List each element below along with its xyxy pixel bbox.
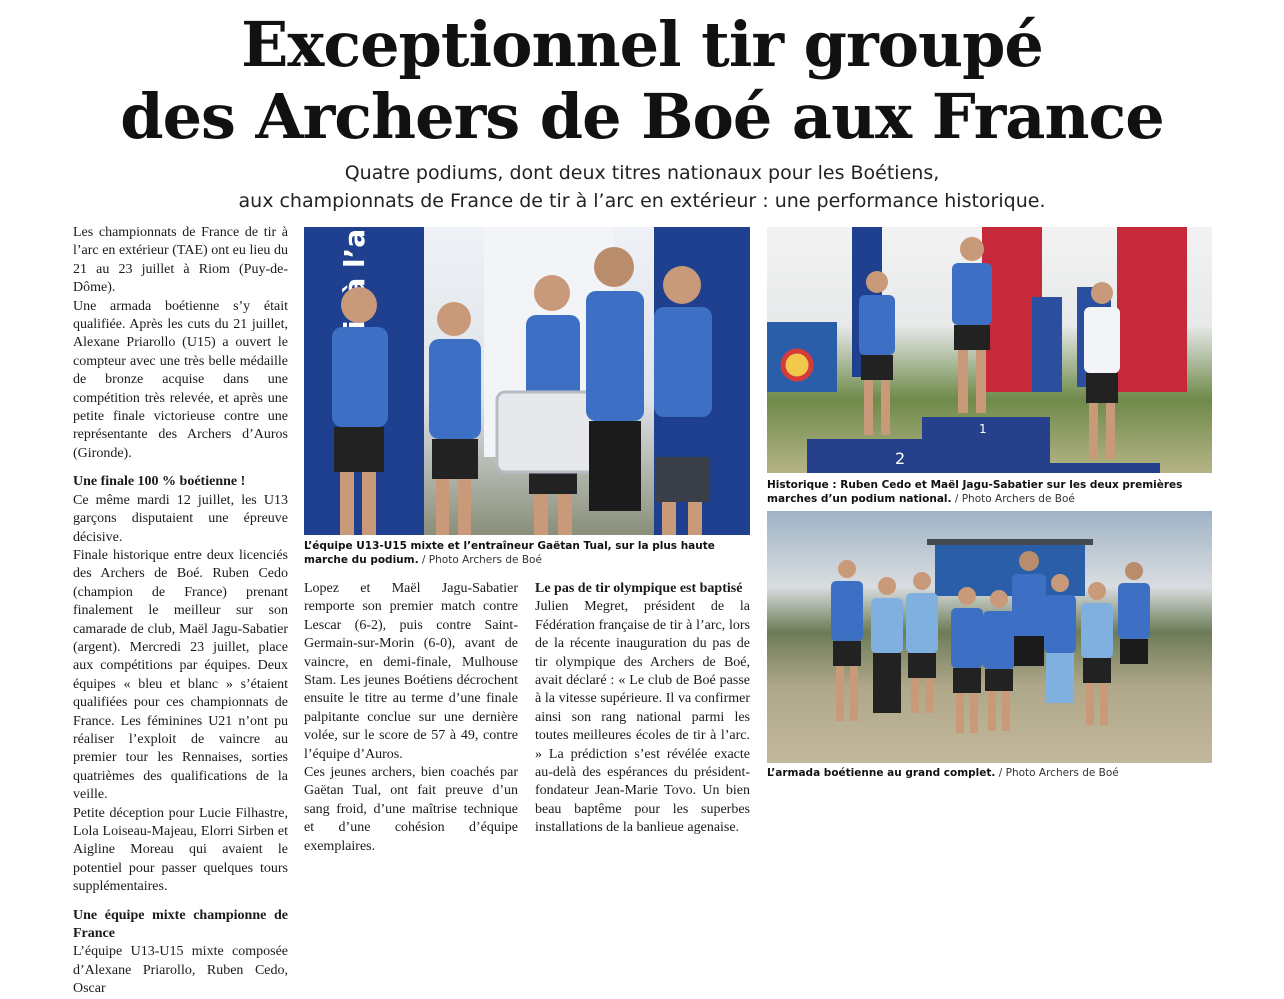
article-column-3 <box>535 580 750 838</box>
paragraph: L’équipe U13-U15 mixte composée d’Alexane Priarollo, Ruben Cedo, Oscar <box>73 944 288 997</box>
archer-figure <box>1118 562 1150 664</box>
photo-team-podium <box>304 227 750 535</box>
paragraph: Finale historique entre deux licenciés des Archers de Boé. Ruben Cedo (champion de France) prenant finalement le meilleur sur son camarade de club, Maël Jagu-Sabatier (argent). Mercredi 23 juillet, place aux compétitions par équipes. Deux équipes « bleu et blanc » s’étaient qualifiées pour ces championnats de France. Les féminines U21 n’ont pu réaliser l’exploit de vaincre au premier tour les Rennaises, sorties quatrièmes des qualifications de la veille. <box>73 547 288 803</box>
caption-photo-1 <box>304 539 750 567</box>
caption-credit: / Photo Archers de Boé <box>954 493 1075 505</box>
archer-figure <box>1081 582 1113 725</box>
caption-photo-2 <box>767 478 1212 506</box>
caption-text: Historique : Ruben Cedo et Maël Jagu-Sabatier sur les deux premières marches d’un podium national. <box>767 479 1183 505</box>
subheading: Une finale 100 % boétienne ! <box>73 474 246 490</box>
caption-text: L’équipe U13-U15 mixte et l’entraîneur Gaëtan Tual, sur la plus haute marche du podium. <box>304 540 715 566</box>
banner-flag <box>1117 227 1187 392</box>
paragraph: Ces jeunes archers, bien coachés par Gaëtan Tual, ont fait preuve d’un sang froid, d’une maîtrise technique et d’une cohésion d’équipe exemplaires. <box>304 765 518 854</box>
paragraph: Les championnats de France de tir à l’arc en extérieur (TAE) ont eu lieu du 21 au 23 juillet à Riom (Puy-de-Dôme). <box>73 225 288 296</box>
subheading: Le pas de tir olympique est baptisé <box>535 581 743 596</box>
article-column-2 <box>304 580 518 856</box>
caption-credit: / Photo Archers de Boé <box>998 767 1119 779</box>
caption-credit: / Photo Archers de Boé <box>421 554 542 566</box>
archer-figure <box>859 271 895 435</box>
headline-line-2: des Archers de Boé aux France <box>120 80 1164 153</box>
podium-number: 2 <box>895 449 906 468</box>
archer-figure <box>871 577 903 713</box>
archer-figure <box>952 237 992 413</box>
podium-number: 1 <box>979 422 987 436</box>
archer-figure <box>1084 282 1120 459</box>
headline-line-1: Exceptionnel tir groupé <box>241 8 1043 81</box>
paragraph: Petite déception pour Lucie Filhastre, Lola Loiseau-Majeau, Elorri Sirben et Aigline Moreau qui avaient le potentiel pour passer quelques tours supplémentaires. <box>73 805 288 895</box>
archer-figure <box>951 587 983 733</box>
article-column-1 <box>73 224 288 999</box>
banner-flag <box>1032 297 1062 392</box>
photo-individual-podium <box>767 227 1212 473</box>
paragraph: Julien Megret, président de la Fédération française de tir à l’arc, lors de la récente inauguration du pas de tir olympique des Archers de Boé, avait déclaré : « Le club de Boé passe à la vitesse supérieure. Il va confirmer ainsi son rang national parmi les toutes meilleures écoles de tir à l’arc. » La prédiction s’est révélée exacte au-delà des espérances du président-fondateur Jean-Marie Tovo. Un bien beau baptême pour les superbes installations de la banlieue agenaise. <box>535 599 750 836</box>
archer-figure <box>429 302 481 535</box>
subheading: Une équipe mixte championne de France <box>73 907 288 942</box>
archer-figure <box>831 560 863 721</box>
photo-club-group <box>767 511 1212 763</box>
paragraph: Ce même mardi 12 juillet, les U13 garçons disputaient une épreuve décisive. <box>73 492 288 545</box>
caption-text: L’armada boétienne au grand complet. <box>767 767 996 779</box>
caption-photo-3 <box>767 766 1212 780</box>
deck-line-2: aux championnats de France de tir à l’arc en extérieur : une performance historique. <box>238 190 1046 212</box>
podium-step-3 <box>1050 463 1160 473</box>
archer-figure <box>906 572 938 713</box>
paragraph: Lopez et Maël Jagu-Sabatier remporte son premier match contre Lescar (6-2), puis contre Saint-Germain-sur-Morin (6-0), avant de vaincre, en demi-finale, Mulhouse Stam. Les jeunes Boétiens décrochent ensuite le titre au terme d’une finale palpitante conclue sur une dernière volée, sur le score de 57 à 49, contre l’équipe d’Auros. <box>304 581 518 762</box>
deck-line-1: Quatre podiums, dont deux titres nationaux pour les Boétiens, <box>344 162 940 184</box>
paragraph: Une armada boétienne s’y était qualifiée. Après les cuts du 21 juillet, Alexane Priarollo (U15) a ouvert le compteur avec une très belle médaille de bronze acquise dans une compétition très relevée, et après une petite finale victorieuse contre une représentante des Archers d’Auros (Gironde). <box>73 298 288 461</box>
archer-figure <box>983 590 1015 731</box>
